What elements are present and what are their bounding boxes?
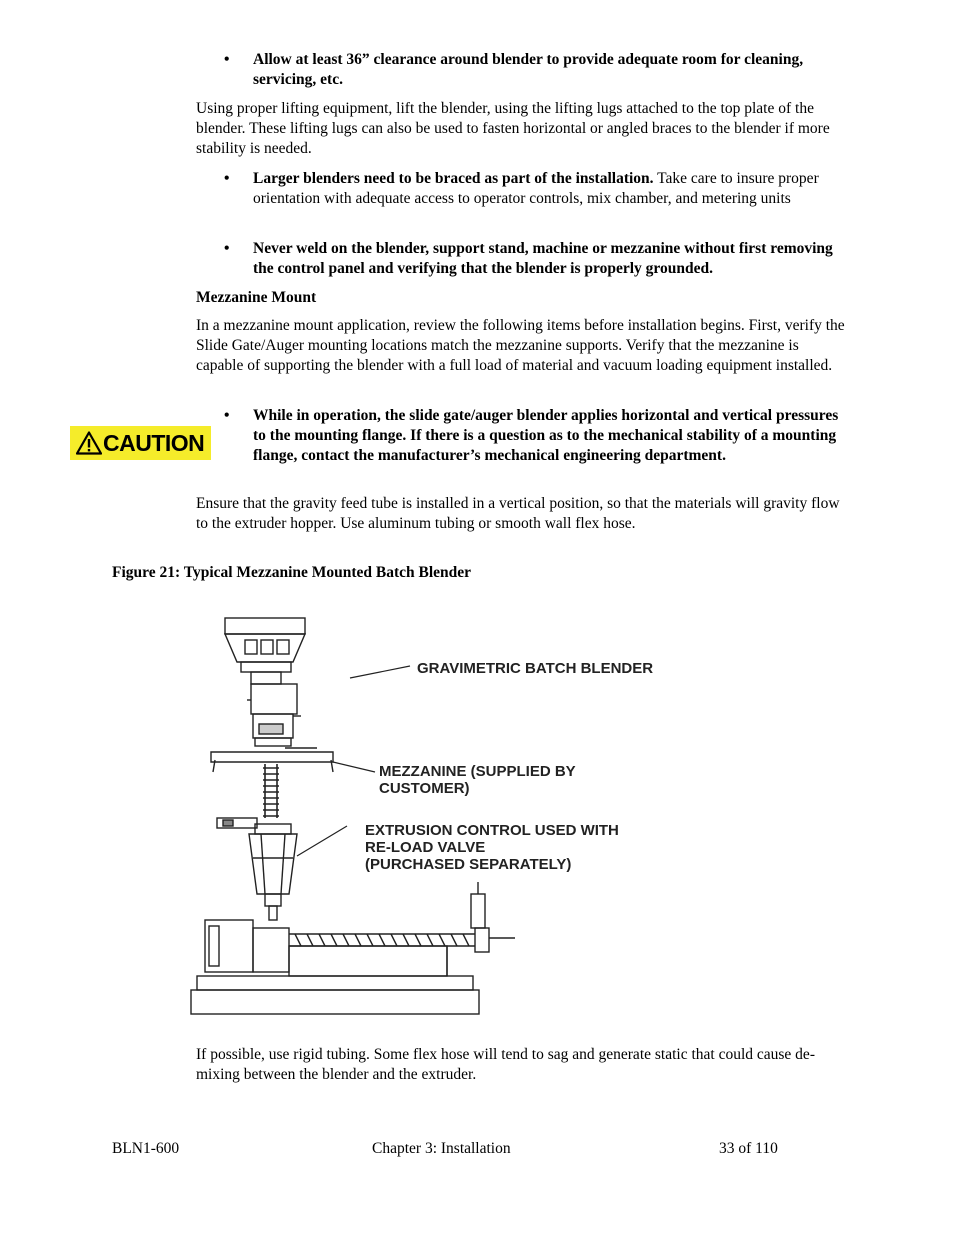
figure-caption: Figure 21: Typical Mezzanine Mounted Batch Blender	[112, 564, 472, 581]
bullet-braced-text	[253, 169, 844, 209]
footer-page-number: 33 of 110	[719, 1140, 778, 1157]
mezzanine-blender-diagram	[185, 612, 705, 1020]
caution-badge	[70, 426, 211, 460]
paragraph-lifting: Using proper lifting equipment, lift the blender, using the lifting lugs attached to the top plate of the blender. These lifting lugs can also be used to fasten horizontal or angled braces to the blender if more stability is needed.	[196, 100, 830, 157]
bullet-braced	[224, 169, 844, 209]
reload-valve	[249, 824, 297, 920]
paragraph-mezzanine: In a mezzanine mount application, review the following items before installation begins. First, verify the Slide Gate/Auger mounting locations match the mezzanine supports. Verify that the mezzanine is capable of supporting the blender with a full load of material and vacuum loading equipment installed.	[196, 317, 845, 374]
bullet-marker: •	[224, 240, 230, 257]
bullet-weld-text: Never weld on the blender, support stand, machine or mezzanine without first removing the control panel and verifying that the blender is properly grounded.	[253, 240, 833, 277]
label-mezzanine-line1: MEZZANINE (SUPPLIED BY	[379, 763, 576, 780]
label-control-line3: (PURCHASED SEPARATELY)	[365, 856, 572, 873]
bullet-caution	[224, 406, 844, 466]
footer-doc-id: BLN1-600	[112, 1140, 180, 1157]
paragraph-gravity: Ensure that the gravity feed tube is installed in a vertical position, so that the materials will gravity flow to the extruder hopper. Use aluminum tubing or smooth wall flex hose.	[196, 495, 840, 532]
blender-hopper	[225, 618, 305, 672]
control-panel	[217, 818, 257, 828]
label-mezzanine-line2: CUSTOMER)	[379, 780, 470, 797]
bullet-marker: •	[224, 170, 230, 187]
label-control-line1: EXTRUSION CONTROL USED WITH	[365, 822, 619, 839]
caution-label: CAUTION	[103, 430, 205, 456]
section-heading: Mezzanine Mount	[196, 289, 317, 306]
bullet-marker: •	[224, 51, 230, 68]
blender-body	[247, 672, 301, 746]
bullet-clearance	[224, 50, 844, 90]
warning-triangle-icon	[76, 431, 102, 455]
bullet-weld	[224, 239, 844, 279]
extruder	[191, 882, 515, 1014]
bullet-caution-text: While in operation, the slide gate/auger blender applies horizontal and vertical pressures to the mounting flange. If there is a question as to the mechanical stability of a mounting flange, contact the manufacturer’s mechanical engineering department.	[253, 407, 839, 464]
label-control-line2: RE-LOAD VALVE	[365, 839, 486, 856]
footer-chapter: Chapter 3: Installation	[372, 1140, 511, 1157]
bullet-marker: •	[224, 407, 230, 424]
bullet-clearance-text: Allow at least 36” clearance around blender to provide adequate room for cleaning, servicing, etc.	[253, 51, 804, 88]
bullet-braced-bold: Larger blenders need to be braced as part of the installation.	[253, 170, 654, 187]
label-blender: GRAVIMETRIC BATCH BLENDER	[417, 660, 654, 677]
feed-tube	[263, 764, 279, 818]
paragraph-tubing: If possible, use rigid tubing. Some flex hose will tend to sag and generate static that could cause de-mixing between the blender and the extruder.	[196, 1046, 815, 1083]
bullet-braced-normal: Take care to insure proper orientation with adequate access to operator controls, mix chamber, and metering units	[253, 170, 819, 207]
